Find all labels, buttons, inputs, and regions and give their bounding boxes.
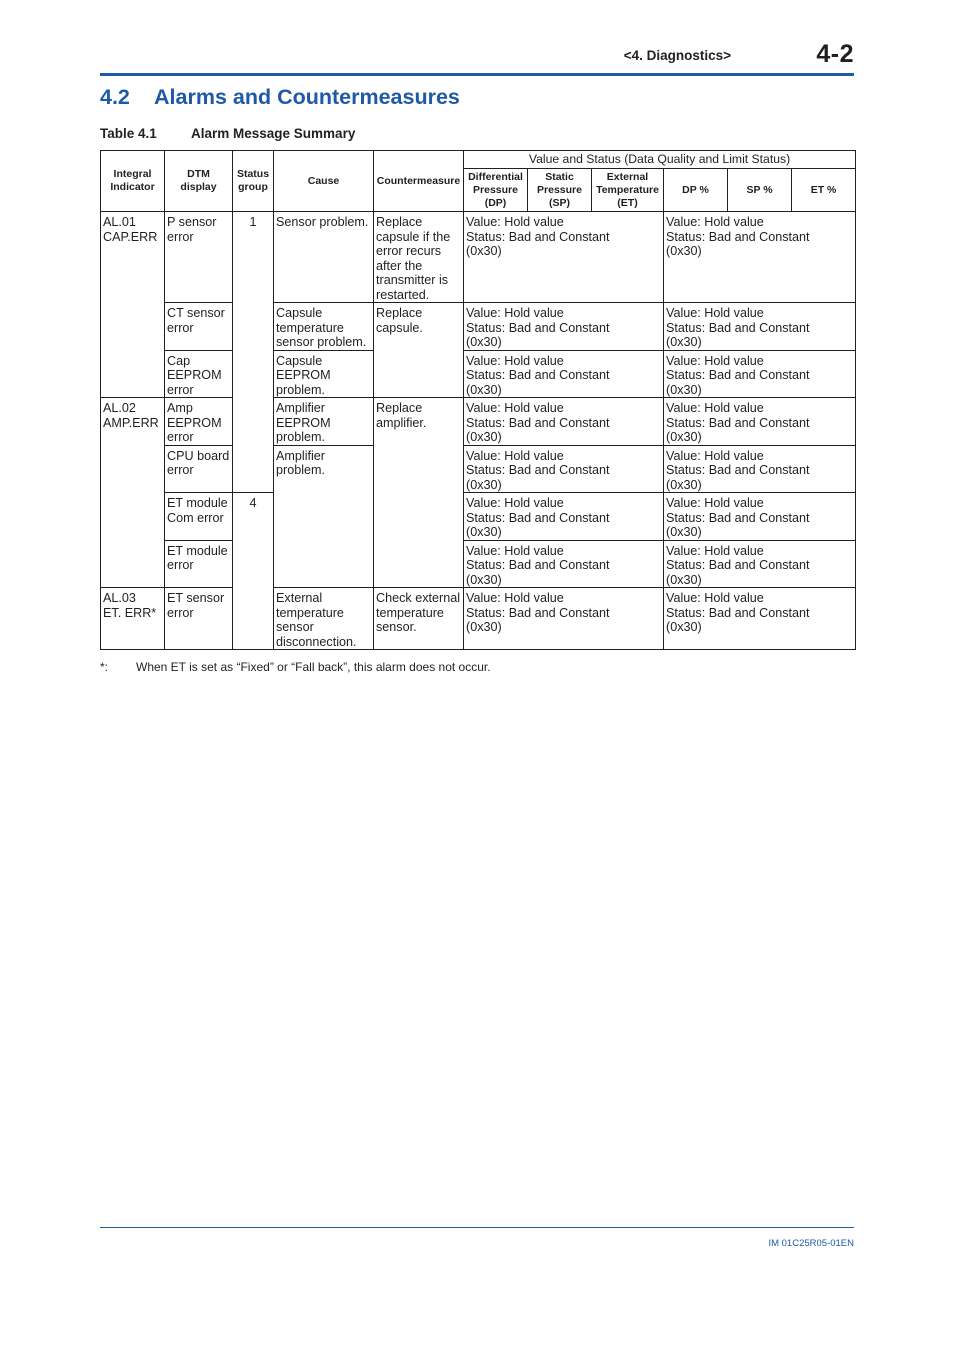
value-status-cell: Value: Hold value Status: Bad and Constant (0x30) xyxy=(464,493,664,541)
header-dp-percent: DP % xyxy=(664,169,728,212)
header-status-group: Status group xyxy=(233,151,274,212)
header-rule xyxy=(100,73,854,76)
table-row xyxy=(101,493,856,541)
integral-indicator-cell: AL.02 AMP.ERR xyxy=(101,398,165,588)
dtm-display-cell: Cap EEPROM error xyxy=(165,350,233,398)
footnote-mark: *: xyxy=(100,660,109,674)
dtm-display-cell: ET sensor error xyxy=(165,588,233,650)
percent-value-status-cell: Value: Hold value Status: Bad and Constant (0x30) xyxy=(664,445,856,493)
header-dp: Differential Pressure (DP) xyxy=(464,169,528,212)
table-row xyxy=(101,588,856,650)
percent-value-status-cell: Value: Hold value Status: Bad and Constant (0x30) xyxy=(664,212,856,303)
section-number: 4.2 xyxy=(100,85,130,109)
running-header-section: <4. Diagnostics> xyxy=(623,48,731,63)
table-row xyxy=(101,540,856,588)
countermeasure-cell: Replace capsule. xyxy=(374,303,464,398)
countermeasure-cell: Replace amplifier. xyxy=(374,398,464,588)
header-cause: Cause xyxy=(274,151,374,212)
cause-cell: Amplifier problem. xyxy=(274,445,374,588)
dtm-display-cell: CT sensor error xyxy=(165,303,233,351)
table-header-row xyxy=(101,151,856,169)
cause-cell: Amplifier EEPROM problem. xyxy=(274,398,374,446)
integral-indicator-cell: AL.03 ET. ERR* xyxy=(101,588,165,650)
value-status-cell: Value: Hold value Status: Bad and Constant (0x30) xyxy=(464,350,664,398)
value-status-cell: Value: Hold value Status: Bad and Constant (0x30) xyxy=(464,445,664,493)
value-status-cell: Value: Hold value Status: Bad and Constant (0x30) xyxy=(464,540,664,588)
alarm-summary-table xyxy=(100,150,856,650)
header-dtm-display: DTM display xyxy=(165,151,233,212)
table-row xyxy=(101,212,856,303)
table-row xyxy=(101,303,856,351)
percent-value-status-cell: Value: Hold value Status: Bad and Constant (0x30) xyxy=(664,303,856,351)
integral-indicator-cell: AL.01 CAP.ERR xyxy=(101,212,165,398)
table-caption xyxy=(100,126,355,141)
header-integral-indicator: Integral Indicator xyxy=(101,151,165,212)
table-row xyxy=(101,398,856,446)
percent-value-status-cell: Value: Hold value Status: Bad and Constant (0x30) xyxy=(664,588,856,650)
percent-value-status-cell: Value: Hold value Status: Bad and Constant (0x30) xyxy=(664,540,856,588)
dtm-display-cell: ET module error xyxy=(165,540,233,588)
table-caption-title: Alarm Message Summary xyxy=(191,126,356,141)
footer-document-id: IM 01C25R05-01EN xyxy=(768,1238,854,1249)
table-row xyxy=(101,445,856,493)
value-status-cell: Value: Hold value Status: Bad and Constant (0x30) xyxy=(464,398,664,446)
section-title: Alarms and Countermeasures xyxy=(154,85,460,109)
section-heading xyxy=(100,85,460,110)
header-countermeasure: Countermeasure xyxy=(374,151,464,212)
page-number: 4-2 xyxy=(816,40,854,68)
dtm-display-cell: CPU board error xyxy=(165,445,233,493)
cause-cell: Sensor problem. xyxy=(274,212,374,303)
percent-value-status-cell: Value: Hold value Status: Bad and Constant (0x30) xyxy=(664,398,856,446)
header-sp: Static Pressure (SP) xyxy=(528,169,592,212)
dtm-display-cell: P sensor error xyxy=(165,212,233,303)
percent-value-status-cell: Value: Hold value Status: Bad and Constant (0x30) xyxy=(664,350,856,398)
cause-cell: Capsule temperature sensor problem. xyxy=(274,303,374,351)
value-status-cell: Value: Hold value Status: Bad and Constant (0x30) xyxy=(464,588,664,650)
countermeasure-cell: Check external temperature sensor. xyxy=(374,588,464,650)
footer-rule xyxy=(100,1227,854,1228)
countermeasure-cell: Replace capsule if the error recurs after the transmitter is restarted. xyxy=(374,212,464,303)
value-status-cell: Value: Hold value Status: Bad and Constant (0x30) xyxy=(464,303,664,351)
table-row xyxy=(101,350,856,398)
header-et: External Temperature (ET) xyxy=(592,169,664,212)
header-sp-percent: SP % xyxy=(728,169,792,212)
table-footnote xyxy=(100,660,491,674)
value-status-cell: Value: Hold value Status: Bad and Constant (0x30) xyxy=(464,212,664,303)
cause-cell: External temperature sensor disconnection. xyxy=(274,588,374,650)
percent-value-status-cell: Value: Hold value Status: Bad and Constant (0x30) xyxy=(664,493,856,541)
dtm-display-cell: ET module Com error xyxy=(165,493,233,541)
header-et-percent: ET % xyxy=(792,169,856,212)
footnote-text: When ET is set as “Fixed” or “Fall back”, this alarm does not occur. xyxy=(136,660,491,674)
status-group-cell: 4 xyxy=(233,493,274,650)
table-caption-number: Table 4.1 xyxy=(100,126,157,141)
header-value-status-group: Value and Status (Data Quality and Limit Status) xyxy=(464,151,856,169)
dtm-display-cell: Amp EEPROM error xyxy=(165,398,233,446)
status-group-cell: 1 xyxy=(233,212,274,493)
cause-cell: Capsule EEPROM problem. xyxy=(274,350,374,398)
